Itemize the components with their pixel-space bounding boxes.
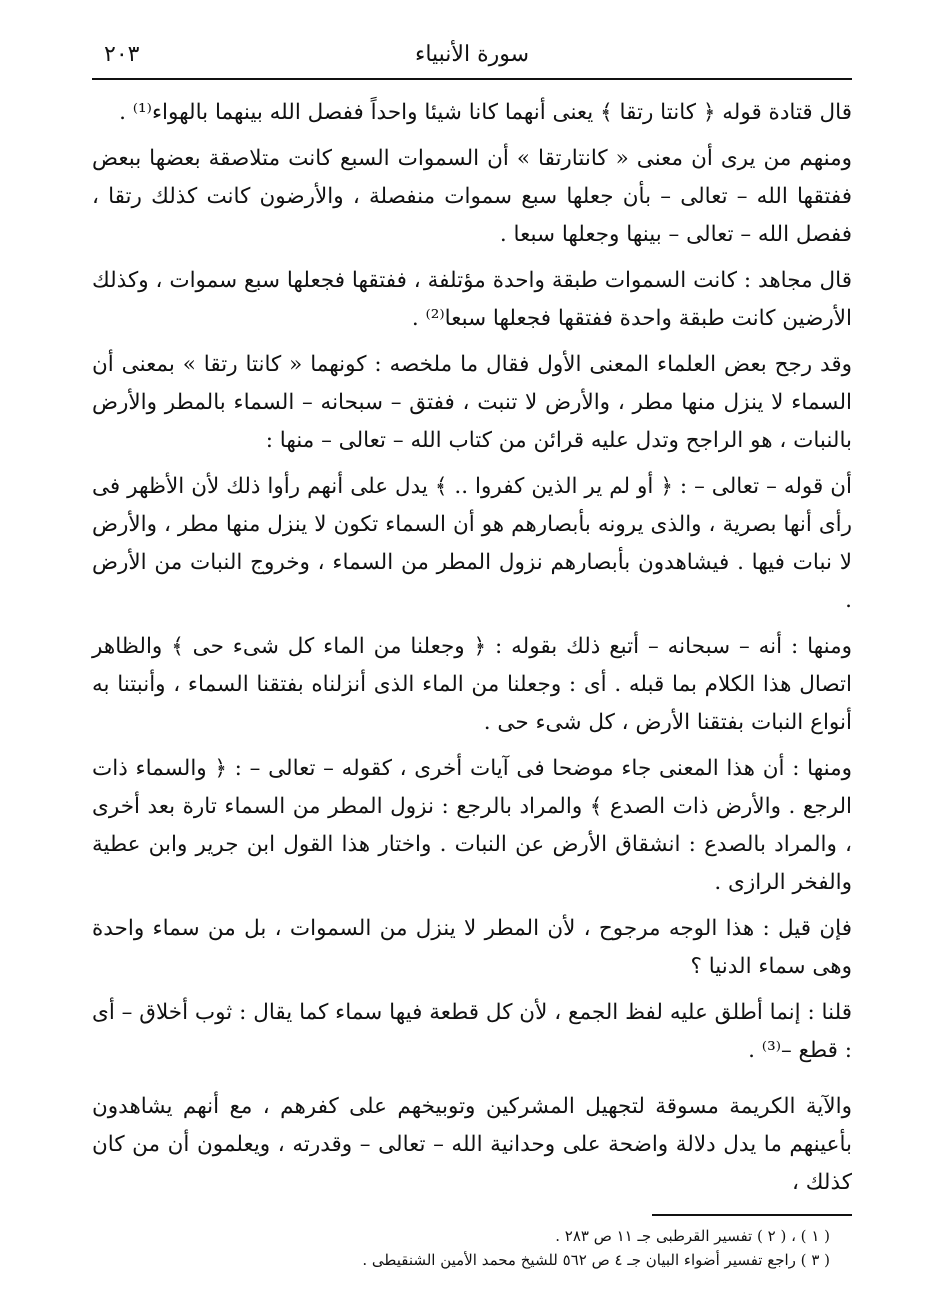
- footnotes: [92, 1224, 852, 1272]
- page-number: ٢٠٣: [104, 42, 140, 67]
- paragraph: فإن قيل : هذا الوجه مرجوح ، لأن المطر لا ينزل من السموات ، بل من سماء واحدة وهى سماء الدنيا ؟: [92, 916, 852, 979]
- paragraph: ومنها : أنه – سبحانه – أتبع ذلك بقوله : ﴿ وجعلنا من الماء كل شىء حى ﴾ والظاهر اتصال هذا الكلام بما قبله . أى : وجعلنا من الماء الذى أنزلناه بفتقنا السماء ، وأنبتنا به أنواع النبات بفتقنا الأرض ، كل شىء حى .: [92, 634, 852, 735]
- page-body: [92, 94, 852, 1202]
- paragraph: أن قوله – تعالى – : ﴿ أو لم ير الذين كفروا .. ﴾ يدل على أنهم رأوا ذلك لأن الأظهر فى رأى أنها بصرية ، والذى يرونه بأبصارهم هو أن السماء تكون لا ينزل منها مطر ، والأرض لا نبات فيها . فيشاهدون بأبصارهم نزول المطر من السماء ، وخروج النبات من الأرض .: [92, 474, 852, 613]
- paragraph: والآية الكريمة مسوقة لتجهيل المشركين وتوبيخهم على كفرهم ، مع أنهم يشاهدون بأعينهم ما يدل دلالة واضحة على وحدانية الله – تعالى – وقدرته ، ويعلمون أن من كان كذلك ،: [92, 1094, 852, 1195]
- footnote: ( ١ ) ، ( ٢ ) تفسير القرطبى جـ ١١ ص ٢٨٣ .: [555, 1227, 830, 1245]
- footnote-separator: [652, 1214, 852, 1216]
- book-page: [92, 38, 852, 1272]
- surah-title: سورة الأنبياء: [414, 42, 530, 67]
- paragraph: قلنا : إنما أطلق عليه لفظ الجمع ، لأن كل قطعة فيها سماء كما يقال : ثوب أخلاق – أى : قطع –⁽³⁾ .: [92, 1000, 852, 1063]
- paragraph: قال قتادة قوله ﴿ كانتا رتقا ﴾ يعنى أنهما كانا شيئا واحداً ففصل الله بينهما بالهواء⁽¹⁾ .: [119, 100, 852, 125]
- paragraph: ومنها : أن هذا المعنى جاء موضحا فى آيات أخرى ، كقوله – تعالى – : ﴿ والسماء ذات الرجع . والأرض ذات الصدع ﴾ والمراد بالرجع : نزول المطر من السماء تارة بعد أخرى ، والمراد بالصدع : انشقاق الأرض عن النبات . واختار هذا القول ابن جرير وابن عطية والفخر الرازى .: [92, 756, 852, 895]
- footnote: ( ٣ ) راجع تفسير أضواء البيان جـ ٤ ص ٥٦٢ للشيخ محمد الأمين الشنقيطى .: [362, 1251, 830, 1269]
- paragraph: قال مجاهد : كانت السموات طبقة واحدة مؤتلفة ، ففتقها فجعلها سبع سموات ، وكذلك الأرضين كانت طبقة واحدة ففتقها فجعلها سبعا⁽²⁾ .: [92, 268, 852, 331]
- paragraph: وقد رجح بعض العلماء المعنى الأول فقال ما ملخصه : كونهما « كانتا رتقا » بمعنى أن السماء لا ينزل منها مطر ، والأرض لا تنبت ، ففتق – سبحانه – السماء بالمطر والأرض بالنبات ، هو الراجح وتدل عليه قرائن من كتاب الله – تعالى – منها :: [92, 352, 852, 453]
- page-header: [92, 38, 852, 80]
- paragraph: ومنهم من يرى أن معنى « كانتارتقا » أن السموات السبع كانت متلاصقة بعضها ببعض ففتقها الله – تعالى – بأن جعلها سبع سموات منفصلة ، والأرضون كانت كذلك رتقا ، ففصل الله – تعالى – بينها وجعلها سبعا .: [92, 146, 852, 247]
